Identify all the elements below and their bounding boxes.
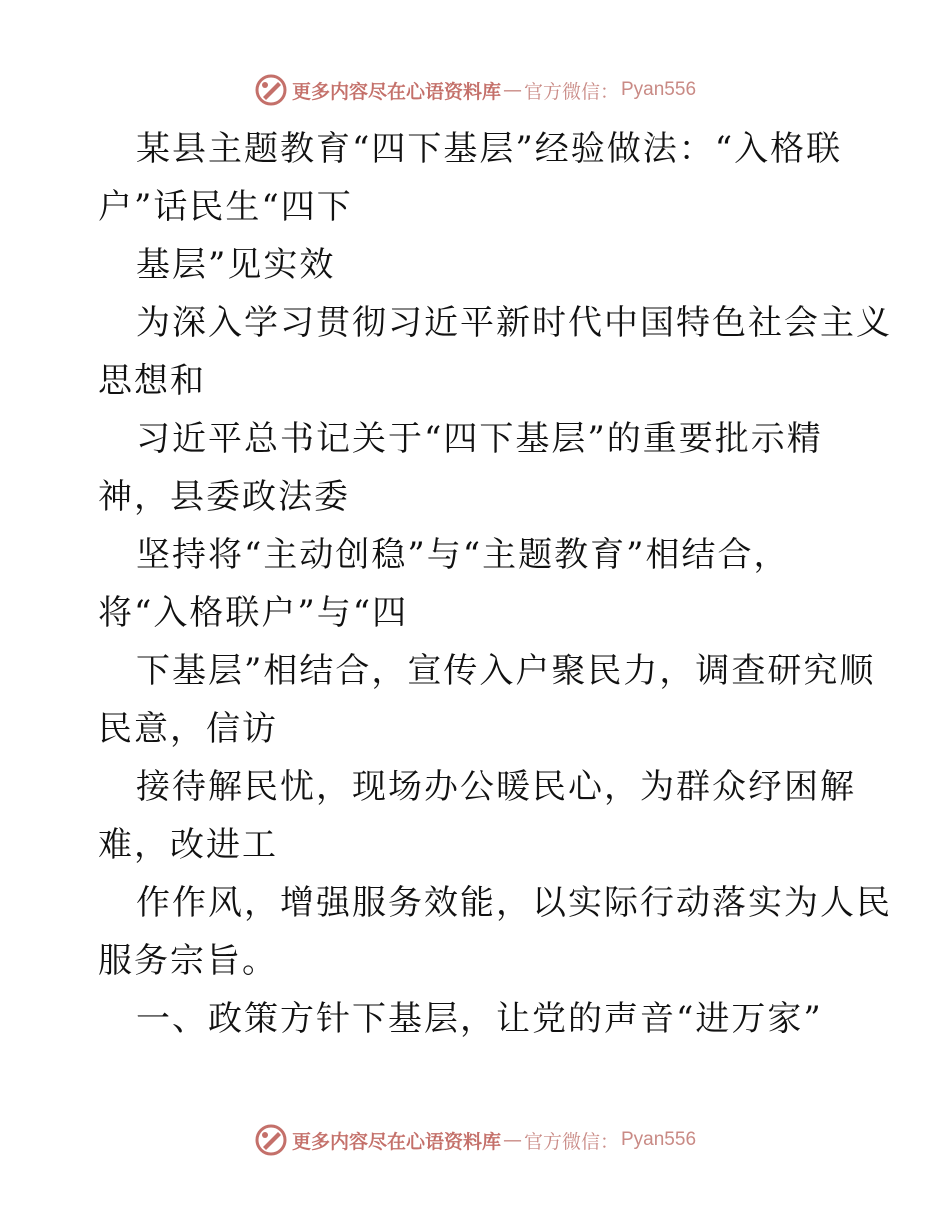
brand-logo-icon	[254, 73, 288, 107]
document-body	[98, 120, 892, 1048]
text-line: 作作风，增强服务效能，以实际行动落实为人民	[136, 883, 892, 923]
watermark-wechat-id: Pyan556	[621, 1129, 697, 1150]
text-line: 将“入格联户”与“四	[98, 593, 409, 633]
brand-logo-icon	[254, 1123, 288, 1157]
text-line: 一、政策方针下基层，让党的声音“进万家”	[136, 999, 823, 1039]
text-line: 习近平总书记关于“四下基层”的重要批示精	[136, 419, 823, 459]
watermark-dash: —	[502, 79, 522, 101]
text-line: 思想和	[98, 361, 206, 401]
text-line: 某县主题教育“四下基层”经验做法：“入格联	[136, 129, 843, 169]
text-line: 基层”见实效	[136, 245, 336, 285]
text-line: 下基层”相结合，宣传入户聚民力，调查研究顺	[136, 651, 876, 691]
watermark-dash: —	[502, 1129, 522, 1151]
header-watermark	[0, 70, 950, 110]
text-line: 难，改进工	[98, 825, 278, 865]
text-line: 神，县委政法委	[98, 477, 350, 517]
watermark-title: 更多内容尽在心语资料库	[291, 1130, 501, 1153]
text-line: 服务宗旨。	[98, 941, 278, 981]
text-line: 坚持将“主动创稳”与“主题教育”相结合，	[136, 535, 790, 575]
watermark-wechat-label: 官方微信：	[523, 80, 619, 103]
text-line: 为深入学习贯彻习近平新时代中国特色社会主义	[136, 303, 892, 343]
footer-watermark	[0, 1120, 950, 1160]
watermark-wechat-label: 官方微信：	[523, 1130, 619, 1153]
watermark-wechat-id: Pyan556	[621, 79, 697, 100]
text-line: 接待解民忧，现场办公暖民心，为群众纾困解	[136, 767, 856, 807]
text-line: 民意，信访	[98, 709, 278, 749]
watermark-title: 更多内容尽在心语资料库	[291, 80, 501, 103]
text-line: 户”话民生“四下	[98, 187, 353, 227]
